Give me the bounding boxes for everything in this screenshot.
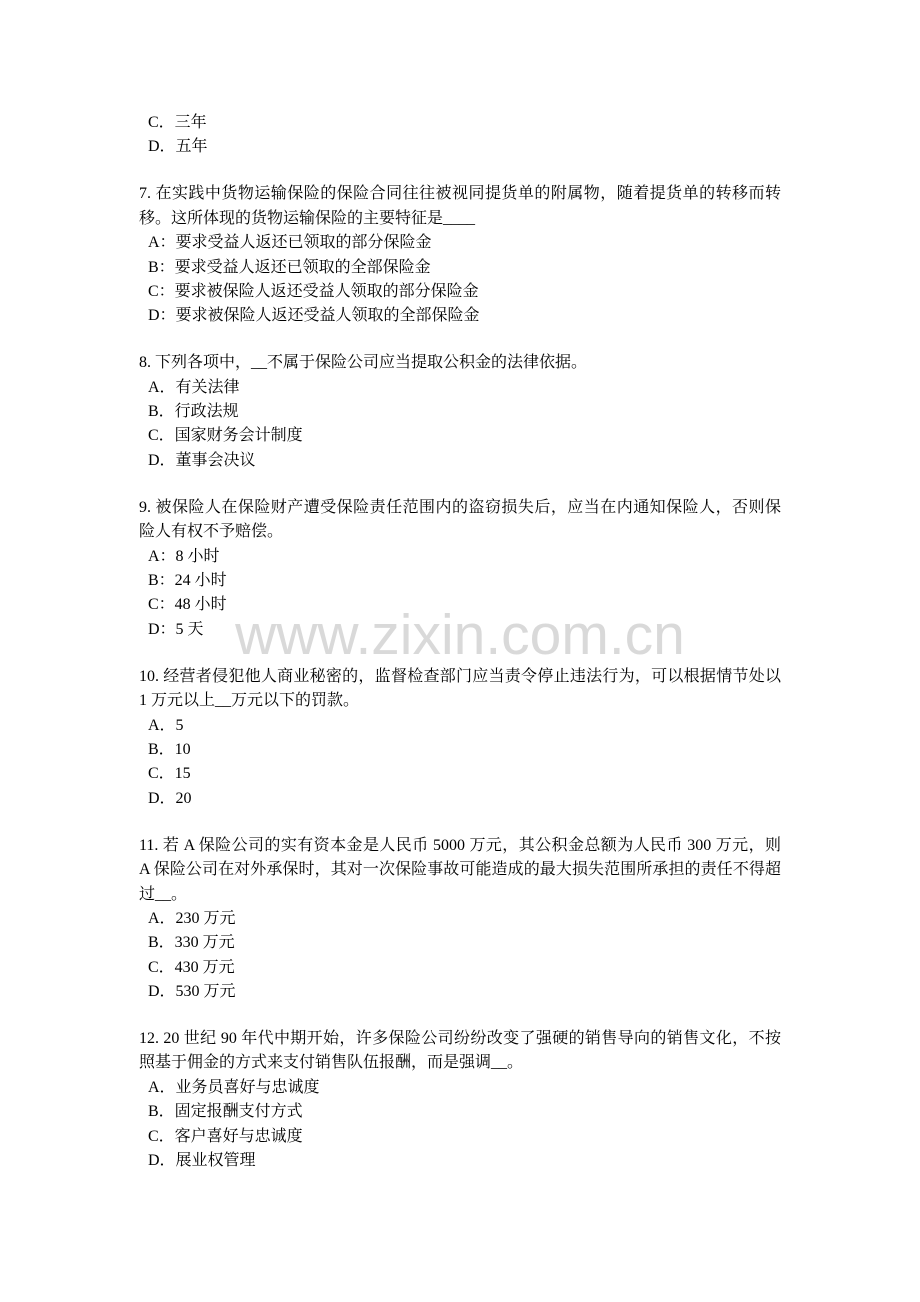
question-11-stem-line-3: 过__。	[139, 885, 188, 903]
question-8-option-a: A．有关法律	[148, 378, 240, 396]
question-12-option-a: A．业务员喜好与忠诚度	[148, 1078, 320, 1096]
question-9-option-c: C：48 小时	[148, 596, 227, 614]
question-9-stem-line-1: 9. 被保险人在保险财产遭受保险责任范围内的盗窃损失后，应当在内通知保险人，否则保	[139, 498, 781, 516]
question-10-option-c: C．15	[148, 765, 191, 783]
question-6	[139, 111, 781, 160]
document-body	[139, 111, 781, 1173]
question-6-option-d: D．五年	[148, 138, 208, 156]
question-11-option-a: A．230 万元	[148, 909, 236, 927]
question-10-option-a: A．5	[148, 716, 184, 734]
question-8-option-c: C．国家财务会计制度	[148, 427, 303, 445]
question-9-stem-line-2: 险人有权不予赔偿。	[139, 523, 284, 541]
question-8-option-d: D．董事会决议	[148, 451, 256, 469]
question-11-stem-line-1: 11. 若 A 保险公司的实有资本金是人民币 5000 万元，其公积金总额为人民币 300 万元，则	[139, 836, 781, 854]
question-7	[139, 182, 781, 328]
question-7-option-c: C：要求被保险人返还受益人领取的部分保险金	[148, 282, 479, 300]
question-11-option-d: D．530 万元	[148, 983, 236, 1001]
question-8	[139, 351, 781, 473]
question-7-option-b: B：要求受益人返还已领取的全部保险金	[148, 258, 431, 276]
question-12-stem-line-1: 12. 20 世纪 90 年代中期开始，许多保险公司纷纷改变了强硬的销售导向的销售文化，不按	[139, 1030, 781, 1048]
question-12-option-c: C．客户喜好与忠诚度	[148, 1127, 303, 1145]
question-10-option-d: D．20	[148, 789, 192, 807]
question-12-option-d: D．展业权管理	[148, 1152, 256, 1170]
question-7-stem-line-2: 移。这所体现的货物运输保险的主要特征是____	[139, 209, 476, 227]
question-12	[139, 1027, 781, 1173]
question-9-option-b: B：24 小时	[148, 572, 227, 590]
question-8-stem-line-1: 8. 下列各项中，__不属于保险公司应当提取公积金的法律依据。	[139, 354, 588, 372]
question-11	[139, 834, 781, 1005]
question-9-option-d: D：5 天	[148, 620, 204, 638]
question-9	[139, 496, 781, 642]
watermark: www.zixin.com.cn	[235, 603, 685, 667]
question-10-stem-line-1: 10. 经营者侵犯他人商业秘密的，监督检查部门应当责令停止违法行为，可以根据情节处以	[139, 667, 781, 685]
question-11-stem-line-2: A 保险公司在对外承保时，其对一次保险事故可能造成的最大损失范围所承担的责任不得超	[139, 861, 781, 879]
question-10-option-b: B．10	[148, 740, 191, 758]
question-7-option-a: A：要求受益人返还已领取的部分保险金	[148, 234, 432, 252]
question-12-option-b: B．固定报酬支付方式	[148, 1103, 303, 1121]
question-6-option-c: C．三年	[148, 114, 207, 131]
question-10-stem-line-2: 1 万元以上__万元以下的罚款。	[139, 692, 360, 710]
question-8-option-b: B．行政法规	[148, 403, 239, 421]
question-9-option-a: A：8 小时	[148, 547, 220, 565]
question-7-stem-line-1: 7. 在实践中货物运输保险的保险合同往往被视同提货单的附属物，随着提货单的转移而转	[139, 185, 781, 203]
question-11-option-b: B．330 万元	[148, 934, 235, 952]
question-12-stem-line-2: 照基于佣金的方式来支付销售队伍报酬，而是强调__。	[139, 1054, 524, 1072]
question-11-option-c: C．430 万元	[148, 958, 235, 976]
question-7-option-d: D：要求被保险人返还受益人领取的全部保险金	[148, 307, 480, 325]
question-10	[139, 665, 781, 811]
